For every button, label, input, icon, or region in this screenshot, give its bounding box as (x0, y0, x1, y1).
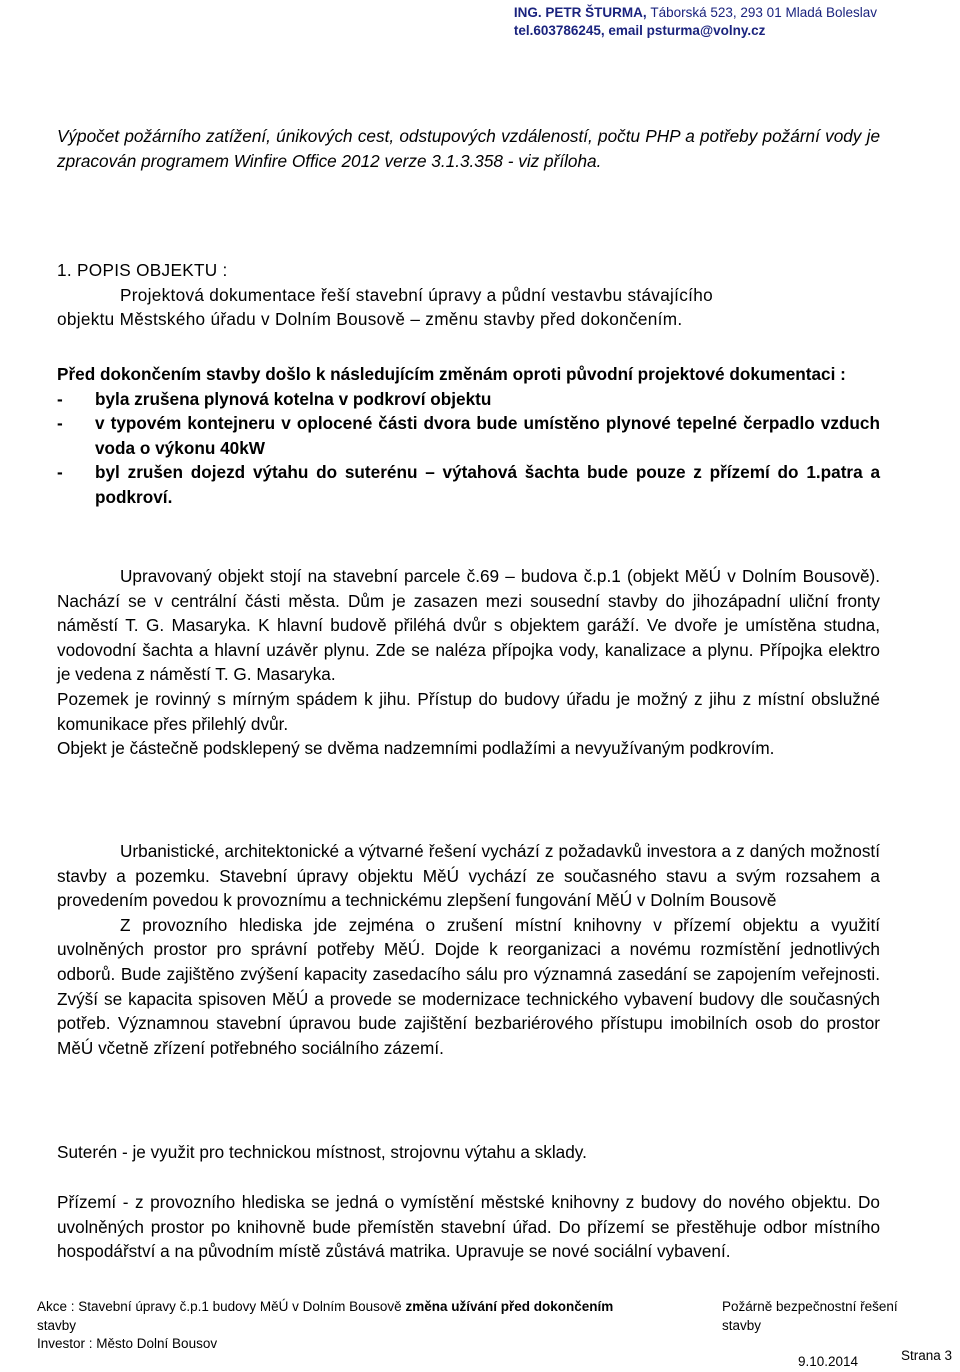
prizemi-paragraph: Přízemí - z provozního hlediska se jedná o vymístění městské knihovny z budovy do nového objektu. Do uvolněných prostor po knihovně bude přemístěn stavební úřad. Do přízemí se přestěhuje odbor místního hospodářství a na původním místě zůstává matrika. Upravuje se nové sociální vybavení. (57, 1192, 880, 1262)
location-paragraph: Upravovaný objekt stojí na stavební parcele č.69 – budova č.p.1 (objekt MěÚ v Dolním Bousově). Nachází se v centrální části města. Dům je zasazen mezi sousední stavby do jihozápadní uliční fronty náměstí T. G. Masaryka. K hlavní budově přiléhá dvůr s objektem garáží. Ve dvoře je umístěna studna, vodovodní šachta a hlavní uzávěr plynu. Zde se naléza přípojka vody, kanalizace a plynu. Přípojka elektro je vedena z náměstí T. G. Masaryka. (57, 566, 880, 685)
footer-akce-label: Akce : (37, 1299, 75, 1314)
intro-block (57, 124, 880, 173)
intro-paragraph: Výpočet požárního zatížení, únikových cest, odstupových vzdáleností, počtu PHP a potřeby požární vody je zpracován programem Winfire Office 2012 verze 3.1.3.358 - viz příloha. (57, 126, 880, 171)
changes-block (57, 362, 880, 510)
footer-akce-text: Stavební úpravy č.p.1 budovy MěÚ v Dolním Bousově (78, 1299, 402, 1314)
page-header (514, 4, 877, 40)
section-line-2: objektu Městského úřadu v Dolním Bousově – změnu stavby před dokončením. (57, 309, 683, 330)
footer-investor: Investor : Město Dolní Bousov (37, 1336, 218, 1351)
author-name: ING. PETR ŠTURMA, (513, 5, 647, 20)
section-heading: 1. POPIS OBJEKTU : (57, 260, 228, 280)
basement-paragraph: Objekt je částečně podsklepený se dvěma nadzemními podlažími a nevyužívaným podkrovím. (57, 738, 775, 759)
footer-doc-title: Požárně bezpečnostní řešení stavby (722, 1299, 898, 1333)
suteren-block (57, 1140, 880, 1165)
changes-lead: Před dokončením stavby došlo k následujícím změnám oproti původní projektové dokumentaci : (57, 364, 846, 384)
terrain-paragraph: Pozemek je rovinný s mírným spádem k jihu. Přístup do budovy úřadu je možný z jihu z místní obslužné komunikace přes přilehlý dvůr. (57, 688, 880, 734)
urban-paragraph: Urbanistické, architektonické a výtvarné řešení vychází z požadavků investora a z daných možností stavby a pozemku. Stavební úpravy objektu MěÚ vychází ze současného stavu a svým rozsahem a provedením povedou k provoznímu a technickému zlepšení fungování MěÚ v Dolním Bousově (57, 841, 880, 911)
operation-paragraph: Z provozního hlediska jde zejména o zrušení místní knihovny v přízemí objektu a využití uvolněných prostor pro správní potřeby MěÚ. Dojde k reorganizaci a novému rozmístění jednotlivých odborů. Bude zajištěno zvýšení kapacity zasedacího sálu pro významná zasedání se zapojením veřejnosti. Zvýší se kapacita spisoven MěÚ a provede se modernizace technického vybavení budovy dle současných potřeb. Významnou stavební úpravou bude zajištění bezbariérového přístupu imobilních osob do prostor MěÚ včetně zřízení potřebného sociálního zázemí. (57, 914, 880, 1058)
description-block (57, 564, 880, 761)
author-address: Táborská 523, 293 01 Mladá Boleslav (650, 5, 877, 20)
prizemi-block (57, 1190, 880, 1264)
change-item (57, 387, 880, 412)
dash-bullet: - (57, 388, 63, 409)
urban-block (57, 839, 880, 1060)
footer-date: 9.10.2014 (797, 1354, 858, 1369)
page-number: Strana 3 (900, 1348, 952, 1363)
section-1 (57, 258, 880, 332)
footer-akce-bold: změna užívání před dokončením (405, 1299, 614, 1314)
change-item (57, 460, 880, 509)
footer-project-info (37, 1298, 717, 1354)
section-line-1: Projektová dokumentace řeší stavební úpravy a půdní vestavbu stávajícího (120, 284, 713, 305)
suteren-paragraph: Suterén - je využit pro technickou místnost, strojovnu výtahu a sklady. (57, 1142, 587, 1162)
change-item-text: byla zrušena plynová kotelna v podkroví objektu (95, 388, 492, 409)
change-item-text: v typovém kontejneru v oplocené části dvora bude umístěno plynové tepelné čerpadlo vzduch voda o výkonu 40kW (95, 413, 880, 458)
change-item-text: byl zrušen dojezd výtahu do suterénu – výtahová šachta bude pouze z přízemí do 1.patra a podkroví. (95, 462, 880, 507)
change-item (57, 411, 880, 460)
dash-bullet: - (57, 413, 63, 434)
dash-bullet: - (57, 462, 63, 483)
author-contact: tel.603786245, email psturma@volny.cz (513, 23, 766, 38)
footer-akce-continuation: stavby (37, 1317, 77, 1333)
